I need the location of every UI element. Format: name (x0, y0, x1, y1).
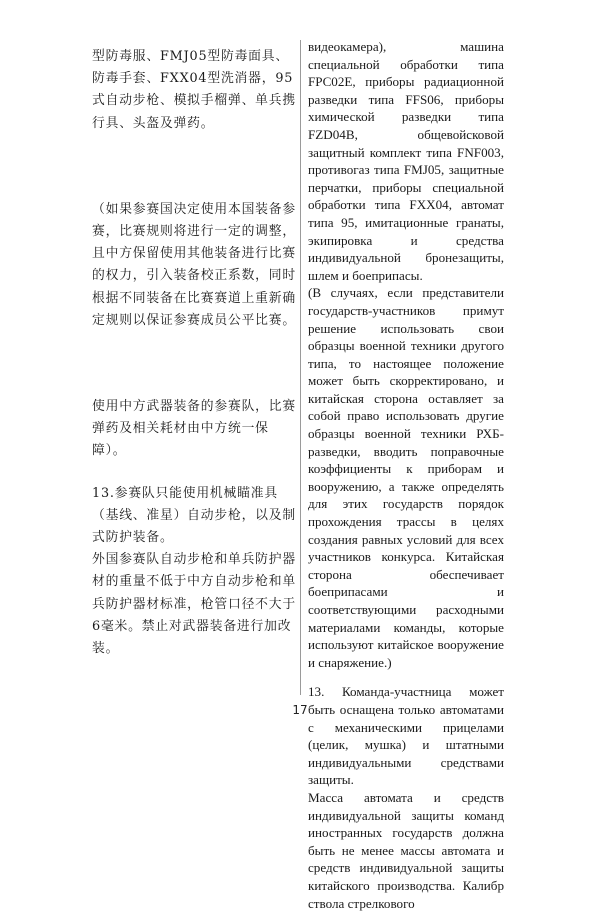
ru-paragraph-rule-13: 13. Команда-участница может быть оснащена только автоматами с механическими прицелами (целик, мушка) и штатными индивидуальными средствами защиты. (308, 684, 504, 788)
ru-paragraph-rules-adjustment: (В случаях, если представители государств-участников примут решение использовать свои образцы военной техники другого типа, то настоящее положение может быть скорректировано, и китайская сторона оставляет за собой право использовать другие образцы военной техники РХБ-разведки, вводить поправочные коэффициенты к приборам и вооружению, а также определять для этих государств порядок прохождения трассы в целях создания равных условий для всех участников конкурса. Китайская сторона обеспечивает боеприпасами и соответствующими расходными материалами команды, которые используют китайское вооружение и снаряжение.) (308, 285, 504, 670)
cn-paragraph-equipment-list: 型防毒服、FMJ05型防毒面具、防毒手套、FXX04型洗消器，95式自动步枪、模拟手榴弹、单兵携行具、头盔及弹药。 (92, 49, 296, 131)
cn-paragraph-rule-13: 13.参赛队只能使用机械瞄准具（基线、准星）自动步枪，以及制式防护装备。 (92, 485, 296, 546)
page-number: 17 (292, 703, 308, 717)
russian-column (308, 38, 504, 912)
column-divider (300, 40, 301, 695)
cn-paragraph-ammunition-supply: 使用中方武器装备的参赛队，比赛弹药及相关耗材由中方统一保障）。 (92, 399, 296, 459)
chinese-column (92, 46, 300, 660)
ru-paragraph-equipment-list: видеокамера), машина специальной обработки типа FPC02E, приборы радиационной разведки типа FFS06, приборы химической разведки типа FZD04B, общевойсковой защитный комплект типа FNF003, противогаз типа FMJ05, защитные перчатки, приборы специальной обработки типа FXX04, автомат типа 95, имитационные гранаты, экипировка и средства индивидуальной бронезащиты, шлем и боеприпасы. (308, 39, 504, 283)
ru-paragraph-weight-caliber: Масса автомата и средств индивидуальной защиты команд иностранных государств должна быть не менее массы автомата и средств индивидуальной защиты китайского производства. Калибр ствола стрелкового (308, 789, 504, 911)
cn-paragraph-rules-adjustment: （如果参赛国决定使用本国装备参赛，比赛规则将进行一定的调整，且中方保留使用其他装备进行比赛的权力，引入装备校正系数，同时根据不同装备在比赛赛道上重新确定规则以保证参赛成员公平比赛。 (92, 201, 296, 328)
cn-paragraph-weight-caliber: 外国参赛队自动步枪和单兵防护器材的重量不低于中方自动步枪和单兵防护器材标准，枪管口径不大于6毫米。禁止对武器装备进行加改装。 (92, 552, 296, 657)
